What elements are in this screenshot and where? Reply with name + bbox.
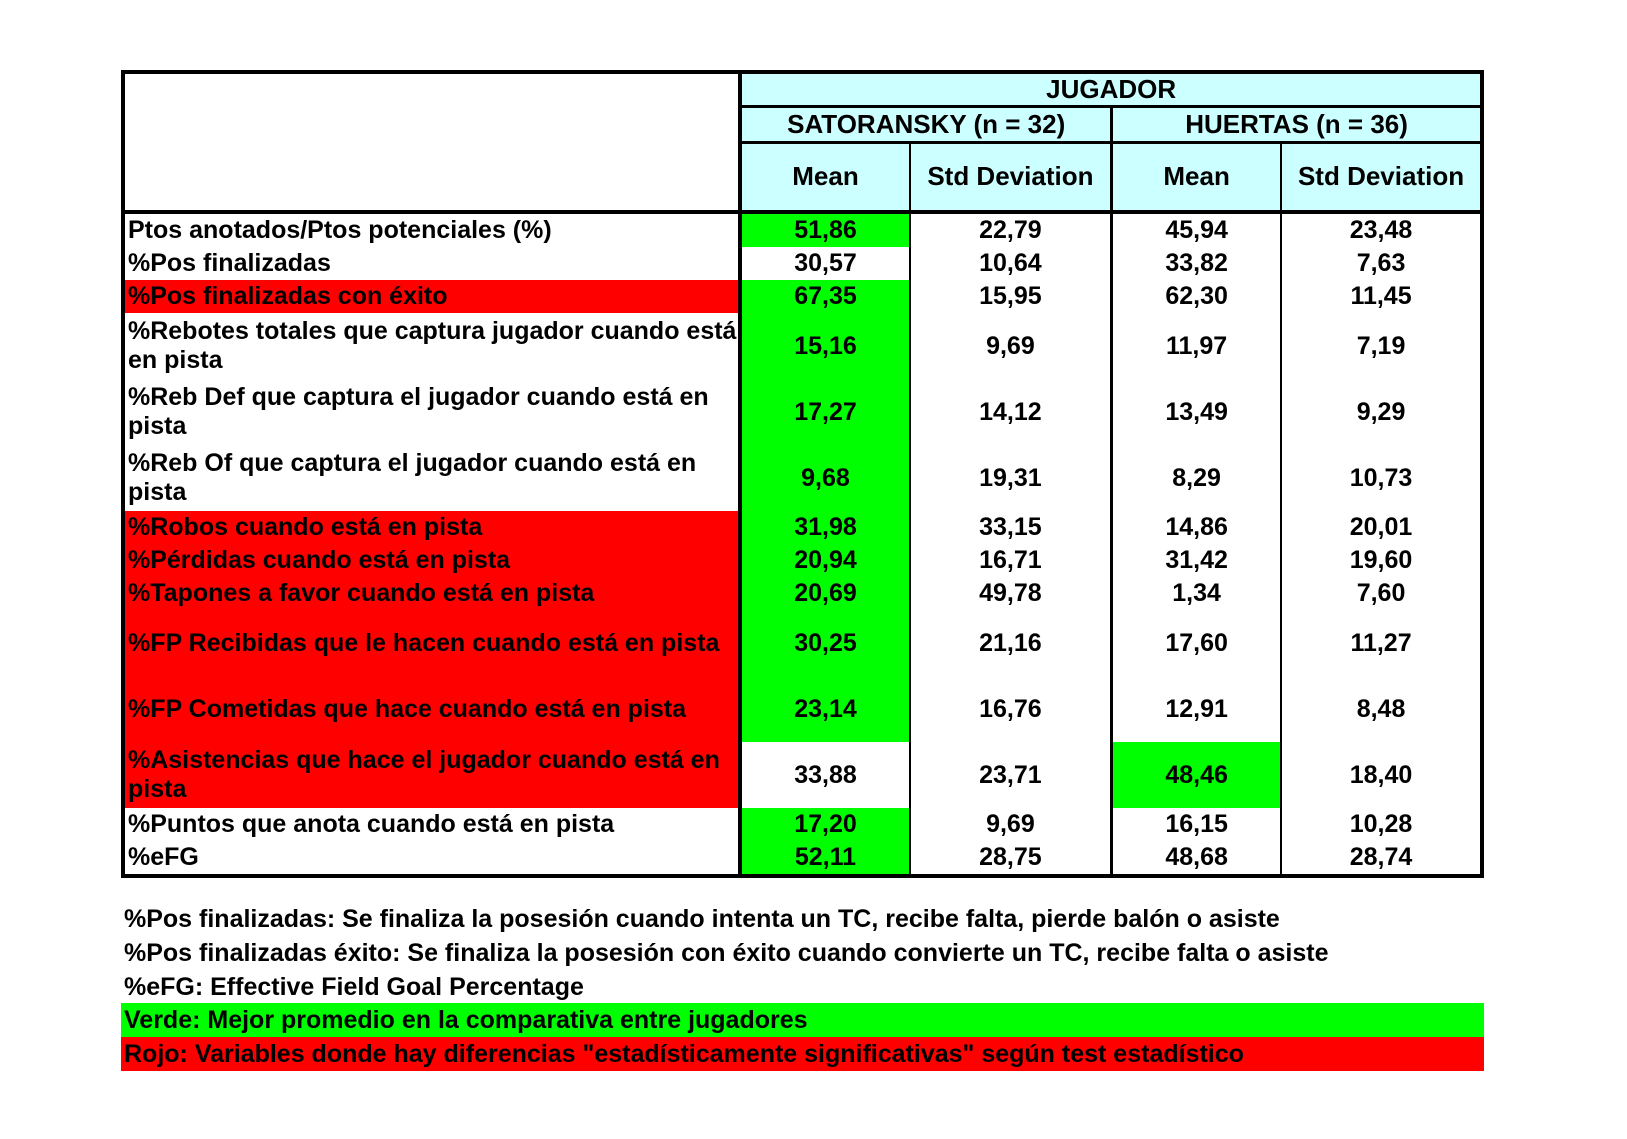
value-cell: 49,78 [910,577,1112,610]
row-label: %Robos cuando está en pista [123,511,740,544]
table-row [123,212,1482,247]
value-cell: 45,94 [1112,212,1281,247]
value-cell: 11,27 [1350,628,1412,657]
value-cell: 23,48 [1349,216,1413,245]
row-label: %FP Recibidas que le hacen cuando está en pista [123,610,740,676]
table-row [123,808,1482,841]
value-cell: 51,86 [740,212,909,247]
value-cell: 14,86 [1112,511,1281,544]
header-blank-cell [123,72,740,212]
value-cell: 15,16 [740,313,909,379]
value-cell: 9,69 [910,808,1112,841]
value-cell: 15,95 [910,280,1112,313]
player-header-satoransky: SATORANSKY (n = 32) [740,107,1111,143]
value-cell: 33,15 [910,511,1112,544]
value-cell: 20,01 [1349,513,1413,542]
value-cell: 31,98 [740,511,909,544]
row-label: %Pos finalizadas [123,247,740,280]
value-cell: 1,34 [1112,577,1281,610]
table-row [123,313,1482,379]
row-label: %Reb Of que captura el jugador cuando está en pista [123,445,740,511]
subheader-mean-2: Mean [1112,143,1281,213]
table-row [123,841,1482,876]
row-label: %Rebotes totales que captura jugador cuando está en pista [123,313,740,379]
value-cell: 9,29 [1356,397,1406,426]
value-cell: 20,94 [740,544,909,577]
subheader-std-1: Std Deviation [910,143,1112,213]
value-cell: 17,27 [740,379,909,445]
row-label: Ptos anotados/Ptos potenciales (%) [123,212,740,247]
row-label: %Pos finalizadas con éxito [123,280,740,313]
row-label: %Asistencias que hace el jugador cuando está en pista [123,742,740,808]
footnotes [124,902,1489,1004]
value-cell: 18,40 [1349,760,1413,789]
row-label: %FP Cometidas que hace cuando está en pista [123,676,740,742]
value-cell: 48,68 [1112,841,1281,876]
value-cell: 10,64 [910,247,1112,280]
value-cell: 8,48 [1356,694,1406,723]
value-cell: 16,76 [910,676,1112,742]
value-cell: 22,79 [910,212,1112,247]
value-cell: 19,31 [910,445,1112,511]
value-cell: 11,97 [1112,313,1281,379]
table-row [123,247,1482,280]
value-cell: 12,91 [1112,676,1281,742]
subheader-mean-1: Mean [740,143,909,213]
footnote-pos-exito: %Pos finalizadas éxito: Se finaliza la posesión con éxito cuando convierte un TC, recibe falta o asiste [124,939,1329,967]
value-cell: 8,29 [1112,445,1281,511]
value-cell: 10,28 [1349,810,1413,839]
value-cell: 7,63 [1356,249,1406,278]
value-cell: 20,69 [740,577,909,610]
table-row [123,577,1482,610]
value-cell: 33,88 [740,742,909,808]
value-cell: 52,11 [740,841,909,876]
legend-red: Rojo: Variables donde hay diferencias "estadísticamente significativas" según test estadístico [121,1037,1484,1071]
footnote-pos-finalizadas: %Pos finalizadas: Se finaliza la posesión cuando intenta un TC, recibe falta, pierde balón o asiste [124,905,1280,933]
table-row [123,280,1482,313]
value-cell: 9,68 [740,445,909,511]
row-label: %Pérdidas cuando está en pista [123,544,740,577]
value-cell: 7,60 [1356,579,1406,608]
value-cell: 30,25 [740,610,909,676]
value-cell: 19,60 [1349,546,1413,575]
value-cell: 30,57 [740,247,909,280]
value-cell: 33,82 [1112,247,1281,280]
value-cell: 17,20 [740,808,909,841]
row-label: %Tapones a favor cuando está en pista [123,577,740,610]
row-label: %eFG [123,841,740,876]
value-cell: 16,71 [910,544,1112,577]
value-cell: 9,69 [910,313,1112,379]
value-cell: 23,14 [740,676,909,742]
value-cell: 23,71 [910,742,1112,808]
value-cell: 7,19 [1356,331,1406,360]
group-header: JUGADOR [740,72,1482,107]
value-cell: 31,42 [1112,544,1281,577]
value-cell: 16,15 [1112,808,1281,841]
footnote-efg: %eFG: Effective Field Goal Percentage [124,973,584,1001]
value-cell: 10,73 [1349,463,1413,492]
table-row [123,445,1482,511]
table-row [123,610,1482,676]
value-cell: 62,30 [1112,280,1281,313]
table-row [123,544,1482,577]
table-row [123,676,1482,742]
value-cell: 21,16 [910,610,1112,676]
value-cell: 28,75 [910,841,1112,876]
row-label: %Puntos que anota cuando está en pista [123,808,740,841]
value-cell: 48,46 [1112,742,1281,808]
table-row [123,379,1482,445]
stats-table [121,70,1484,878]
table-row [123,511,1482,544]
value-cell: 17,60 [1112,610,1281,676]
value-cell: 28,74 [1349,843,1413,872]
value-cell: 13,49 [1112,379,1281,445]
player-header-huertas: HUERTAS (n = 36) [1112,107,1482,143]
table-row [123,742,1482,808]
row-label: %Reb Def que captura el jugador cuando está en pista [123,379,740,445]
value-cell: 14,12 [910,379,1112,445]
legend-green: Verde: Mejor promedio en la comparativa entre jugadores [121,1003,1484,1037]
value-cell: 67,35 [740,280,909,313]
value-cell: 11,45 [1350,282,1412,311]
subheader-std-2: Std Deviation [1281,143,1482,213]
